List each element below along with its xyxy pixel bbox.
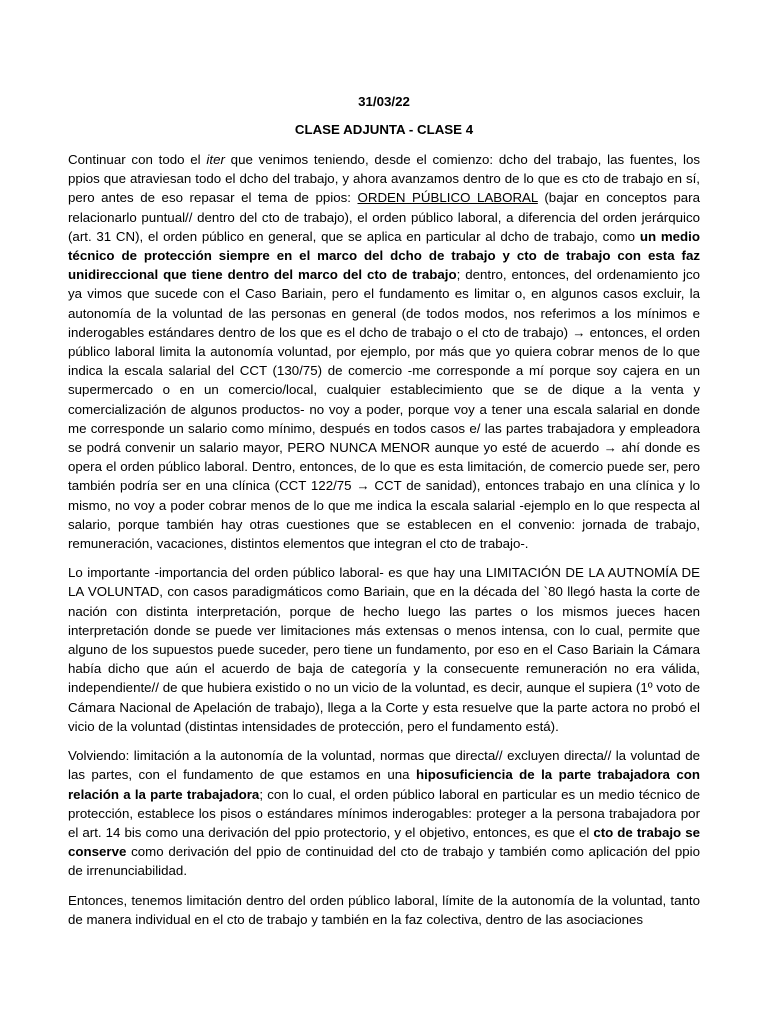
paragraph-1-text: (bajar en conceptos para relacionarlo puntual// dentro del cto de trabajo), el orden público laboral, a diferencia del orden jerárquico (art. 31 CN), el orden público en general, que se aplica en particular al dcho de trabajo, como — [68, 190, 700, 244]
paragraph-4: Entonces, tenemos limitación dentro del orden público laboral, límite de la autonomía de la voluntad, tanto de manera individual en el cto de trabajo y también en la faz colectiva, dentro de las asociaciones — [68, 892, 700, 927]
paragraph-3 — [68, 746, 700, 880]
italic-term-iter: iter — [206, 152, 225, 167]
paragraph-1 — [68, 150, 700, 553]
paragraph-2: Lo importante -importancia del orden público laboral- es que hay una LIMITACIÓN DE LA AUTNOMÍA DE LA VOLUNTAD, con casos paradigmáticos como Bariain, que en la década del `80 llegó hasta la corte de nación con distinta interpretación, porque de hecho luego las partes o los mismos jueces hacen interpretación donde se puede ver limitaciones más extensas o menos intensa, con lo cual, permite que alguno de los supuestos puede suceder, pero tiene un fundamento, por eso en el Caso Bariain la Cámara había dicho que aún el acuerdo de baja de categoría y la consecuente remuneración no era válida, independiente// de que hubiera existido o no un vicio de la voluntad, es decir, aunque el supiera (1º voto de Cámara Nacional de Apelación de trabajo), llega a la Corte y esta resuelve que la parte actora no probó el vicio de la voluntad (distintas intensidades de protección, pero el fundamento está). — [68, 565, 700, 734]
paragraph-3-text: como derivación del ppio de continuidad del cto de trabajo y también como aplicación del ppio de irrenunciabilidad. — [68, 844, 700, 879]
paragraph-1-text: que venimos teniendo, desde el comienzo: dcho del trabajo, las fuentes, los ppios que atraviesan todo el dcho del trabajo, y ahora avanzamos dentro de lo que es cto de trabajo en sí, pero antes de eso repasar el tema de ppios: — [68, 152, 700, 206]
paragraph-3-text: ; con lo cual, el orden público laboral en particular es un medio técnico de protección, establece los pisos o estándares mínimos inderogables: proteger a la persona trabajadora por el art. 14 bis como una derivación del ppio protectorio, y el objetivo, entonces, es que el — [68, 786, 700, 840]
bold-phrase-cto-se-conserve: cto de trabajo se conserve — [68, 824, 701, 860]
paragraph-3-text: Volviendo: limitación a la autonomía de la voluntad, normas que directa// excluyen directa// la voluntad de las partes, con el fundamento de que estamos en una — [68, 748, 700, 783]
document-date: 31/03/22 — [358, 94, 410, 109]
document-body — [68, 150, 700, 939]
paragraph-1-text: ; dentro, entonces, del ordenamiento jco ya vimos que sucede con el Caso Bariain, pero el fundamento es limitar o, en algunos casos excluir, la autonomía de la voluntad de las personas en general (de todos modos, nos referimos a los mínimos e inderogables estándares dentro de los que es el dcho de trabajo o el cto de trabajo) → entonces, el orden público laboral limita la autonomía voluntad, por ejemplo, por más que yo quiera cobrar menos de lo que indica la escala salarial del CCT (130/75) de comercio -me corresponde a mí porque soy cajera en un supermercado o en un comercio/local, cualquier establecimiento que se de dique a la venta y comercialización de algunos productos- no voy a poder, porque voy a tener una escala salarial en donde me corresponde un salario como mínimo, después en todos casos e/ las partes trabajadora y empleadora se podrá convenir un salario mayor, PERO NUNCA MENOR aunque yo esté de acuerdo → ahí donde es opera el orden público laboral. Dentro, entonces, de lo que es esta limitación, de comercio puede ser, pero también podría ser en una clínica (CCT 122/75 → CCT de sanidad), entonces trabajo en una clínica y lo mismo, no voy a poder cobrar menos de lo que me indica la escala salarial -ejemplo en lo que respecta al salario, porque también hay otras cuestiones que se establecen en el convenio: jornada de trabajo, remuneración, vacaciones, distintos elementos que integran el cto de trabajo-. — [68, 267, 701, 552]
bold-phrase-hiposuficiencia: hiposuficiencia de la parte trabajadora con relación a la parte trabajadora — [68, 767, 700, 802]
document-title: CLASE ADJUNTA - CLASE 4 — [294, 122, 474, 137]
paragraph-1-text: Continuar con todo el — [68, 152, 207, 167]
underlined-term-orden-publico-laboral: ORDEN PÚBLICO LABORAL — [357, 190, 538, 206]
bold-phrase-medio-tecnico: un medio técnico de protección siempre en el marco del dcho de trabajo y cto de trabajo con esta faz unidireccional que tiene dentro del marco del cto de trabajo — [68, 228, 700, 283]
